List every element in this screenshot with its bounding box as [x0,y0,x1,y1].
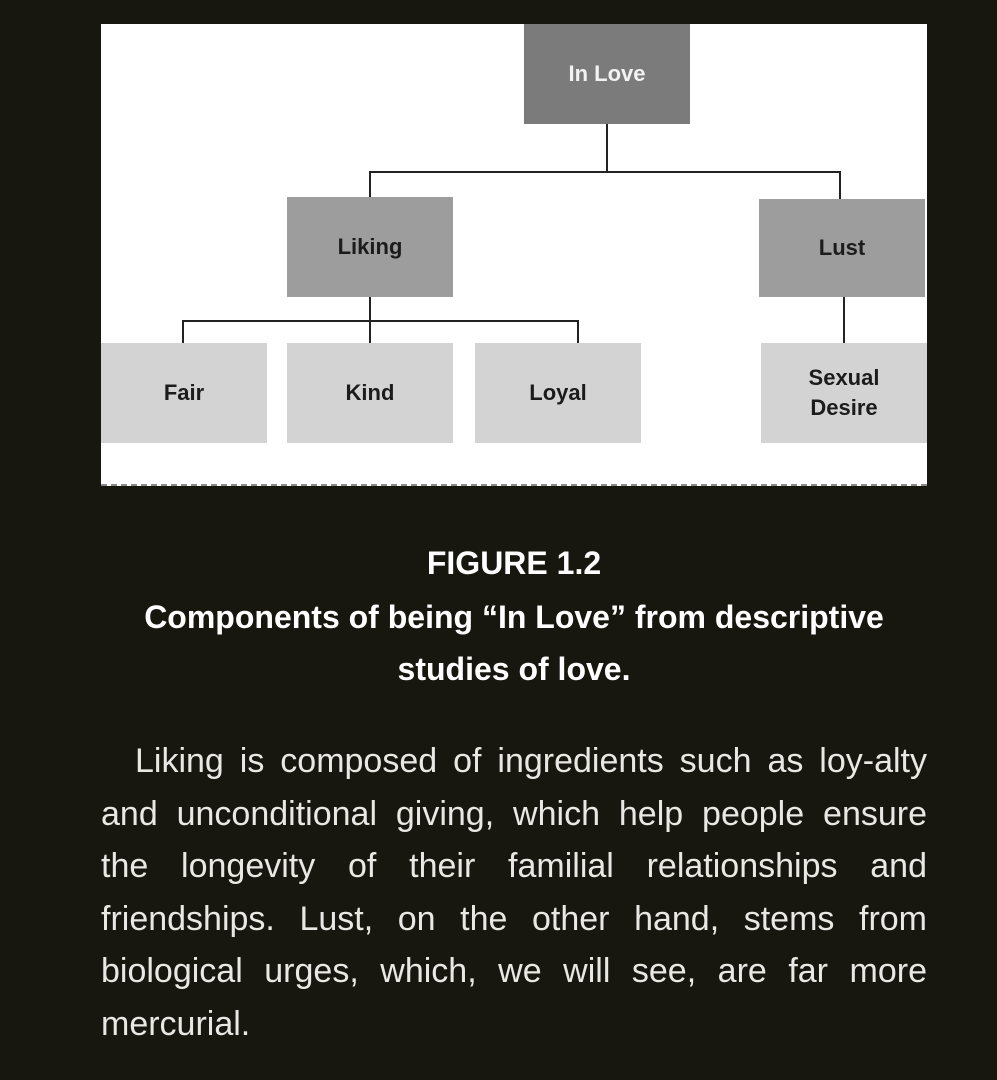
connector-liking-stem [369,297,371,321]
figure-label: FIGURE 1.2 [426,545,602,581]
node-in-love: In Love [524,24,690,124]
connector-level2-horizontal [182,320,579,322]
figure-caption: Components of being “In Love” from descriptive studies of love. [144,599,884,687]
connector-fair-drop [182,320,184,343]
connector-lust-drop [839,171,841,199]
node-fair: Fair [101,343,267,443]
connector-liking-drop [369,171,371,197]
connector-loyal-drop [577,320,579,343]
body-paragraph: Liking is composed of ingredients such as loy-alty and unconditional giving, which help people ensure the longevity of their familial relationships and friendships. Lust, on the other hand, stems from biological urges, which, we will see, are far more mercurial. [101,742,927,1043]
connector-level1-horizontal [369,171,841,173]
node-loyal: Loyal [475,343,641,443]
node-lust: Lust [759,199,925,297]
connector-kind-drop [369,320,371,343]
connector-root-stem [606,124,608,172]
node-sexual-desire: Sexual Desire [761,343,927,443]
connector-lust-stem [843,297,845,343]
diagram-figure [101,24,927,486]
node-liking: Liking [287,197,453,297]
node-kind: Kind [287,343,453,443]
